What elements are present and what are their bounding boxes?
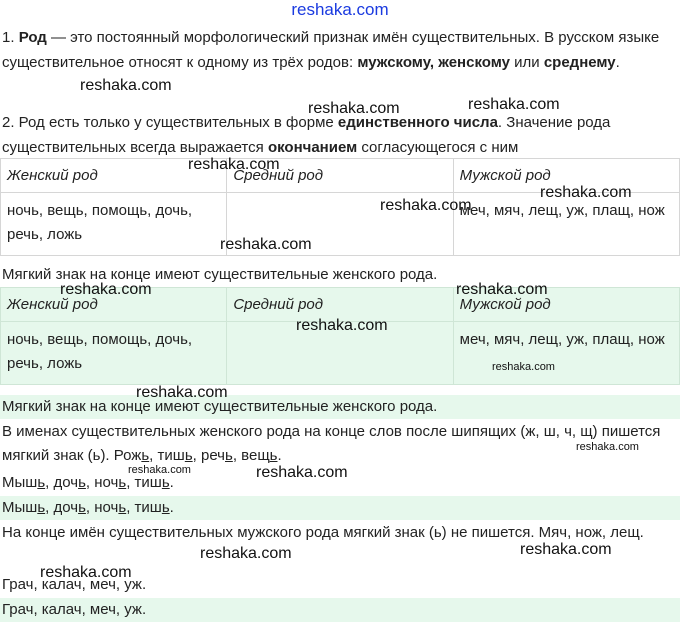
masculine-examples-line-highlighted: Грач, калач, меч, уж. (0, 598, 680, 622)
watermark: reshaka.com (296, 317, 388, 334)
example-word: Рожь (113, 447, 150, 464)
watermark: reshaka.com (540, 184, 632, 201)
singular-term: единственного числа (337, 114, 498, 131)
watermark: reshaka.com (492, 361, 555, 373)
watermark: reshaka.com (468, 96, 560, 113)
definition-text: — это постоянный морфологический признак имён существительных. В русском языке существительное относят к одному из трёх родов: (2, 29, 660, 71)
conjunction: или (509, 54, 544, 71)
paragraph-gender-definition (2, 25, 674, 75)
term-gender: Род (18, 29, 47, 46)
gender-table-highlighted (0, 287, 680, 385)
header-neuter: Средний род (227, 288, 453, 322)
rule-text-2: . Значение рода существительных всегда выражается (2, 114, 611, 156)
rule-text: В именах существительных женского рода на конце слов после шипящих (ж, ш, ч, щ) пишется мягкий знак (ь). (2, 423, 661, 464)
watermark: reshaka.com (128, 464, 191, 476)
watermark: reshaka.com (40, 564, 132, 581)
header-feminine: Женский род (1, 288, 227, 322)
separator: , (429, 54, 439, 71)
rule-text: 2. Род есть только у существительных в форме (2, 114, 338, 131)
watermark: reshaka.com (456, 281, 548, 298)
header-feminine: Женский род (1, 159, 227, 193)
watermark: reshaka.com (576, 441, 639, 453)
example-word: вещь (241, 447, 278, 464)
watermark: reshaka.com (256, 464, 348, 481)
header-masculine: Мужской род (453, 159, 679, 193)
watermark: reshaka.com (136, 384, 228, 401)
watermark: reshaka.com (188, 156, 280, 173)
watermark: reshaka.com (80, 77, 172, 94)
paragraph-masculine-rule: На конце имён существительных мужского рода мягкий знак (ь) не пишется. Мяч, нож, лещ. (2, 524, 644, 541)
header-neuter: Средний род (227, 159, 453, 193)
example-word: речь (200, 447, 233, 464)
watermark: reshaka.com (60, 281, 152, 298)
rule-soft-sign-line: Мягкий знак на конце имеют существительные женского рода. (2, 266, 438, 283)
cell-feminine-words: ночь, вещь, помощь, дочь, речь, ложь (1, 193, 227, 256)
watermark: reshaka.com (220, 236, 312, 253)
watermark: reshaka.com (200, 545, 292, 562)
masculine-examples-line: Грач, калач, меч, уж. (2, 576, 147, 593)
header-masculine: Мужской род (453, 288, 679, 322)
gender-neuter: среднему (543, 54, 616, 71)
example-word: тишь (157, 447, 193, 464)
rule-soft-sign-line-highlighted: Мягкий знак на конце имеют существительные женского рода. (0, 395, 680, 419)
cell-masculine-words: меч, мяч, лещ, уж, плащ, нож (453, 193, 679, 256)
cell-masculine-words: меч, мяч, лещ, уж, плащ, нож (453, 322, 679, 385)
rule-text-3: согласующегося с ним (357, 139, 519, 156)
site-watermark: reshaka.com (291, 0, 389, 19)
gender-feminine: женскому (438, 54, 510, 71)
examples-line-highlighted: Мышь, дочь, ночь, тишь. (0, 496, 680, 520)
watermark: reshaka.com (308, 100, 400, 117)
ending-term: окончанием (267, 139, 358, 156)
period: . (615, 54, 620, 71)
paragraph-sibilant-rule: В именах существительных женского рода на конце слов после шипящих (ж, ш, ч, щ) пишется мягкий знак (ь). Рожь, тишь, речь, вещь. (2, 423, 661, 464)
watermark: reshaka.com (520, 541, 612, 558)
cell-feminine-words: ночь, вещь, помощь, дочь, речь, ложь (1, 322, 227, 385)
examples-line: Мышь, дочь, ночь, тишь. (2, 474, 174, 491)
paragraph-number: 1. (2, 29, 19, 46)
watermark: reshaka.com (380, 197, 472, 214)
gender-table (0, 158, 680, 256)
gender-masculine: мужскому (357, 54, 430, 71)
